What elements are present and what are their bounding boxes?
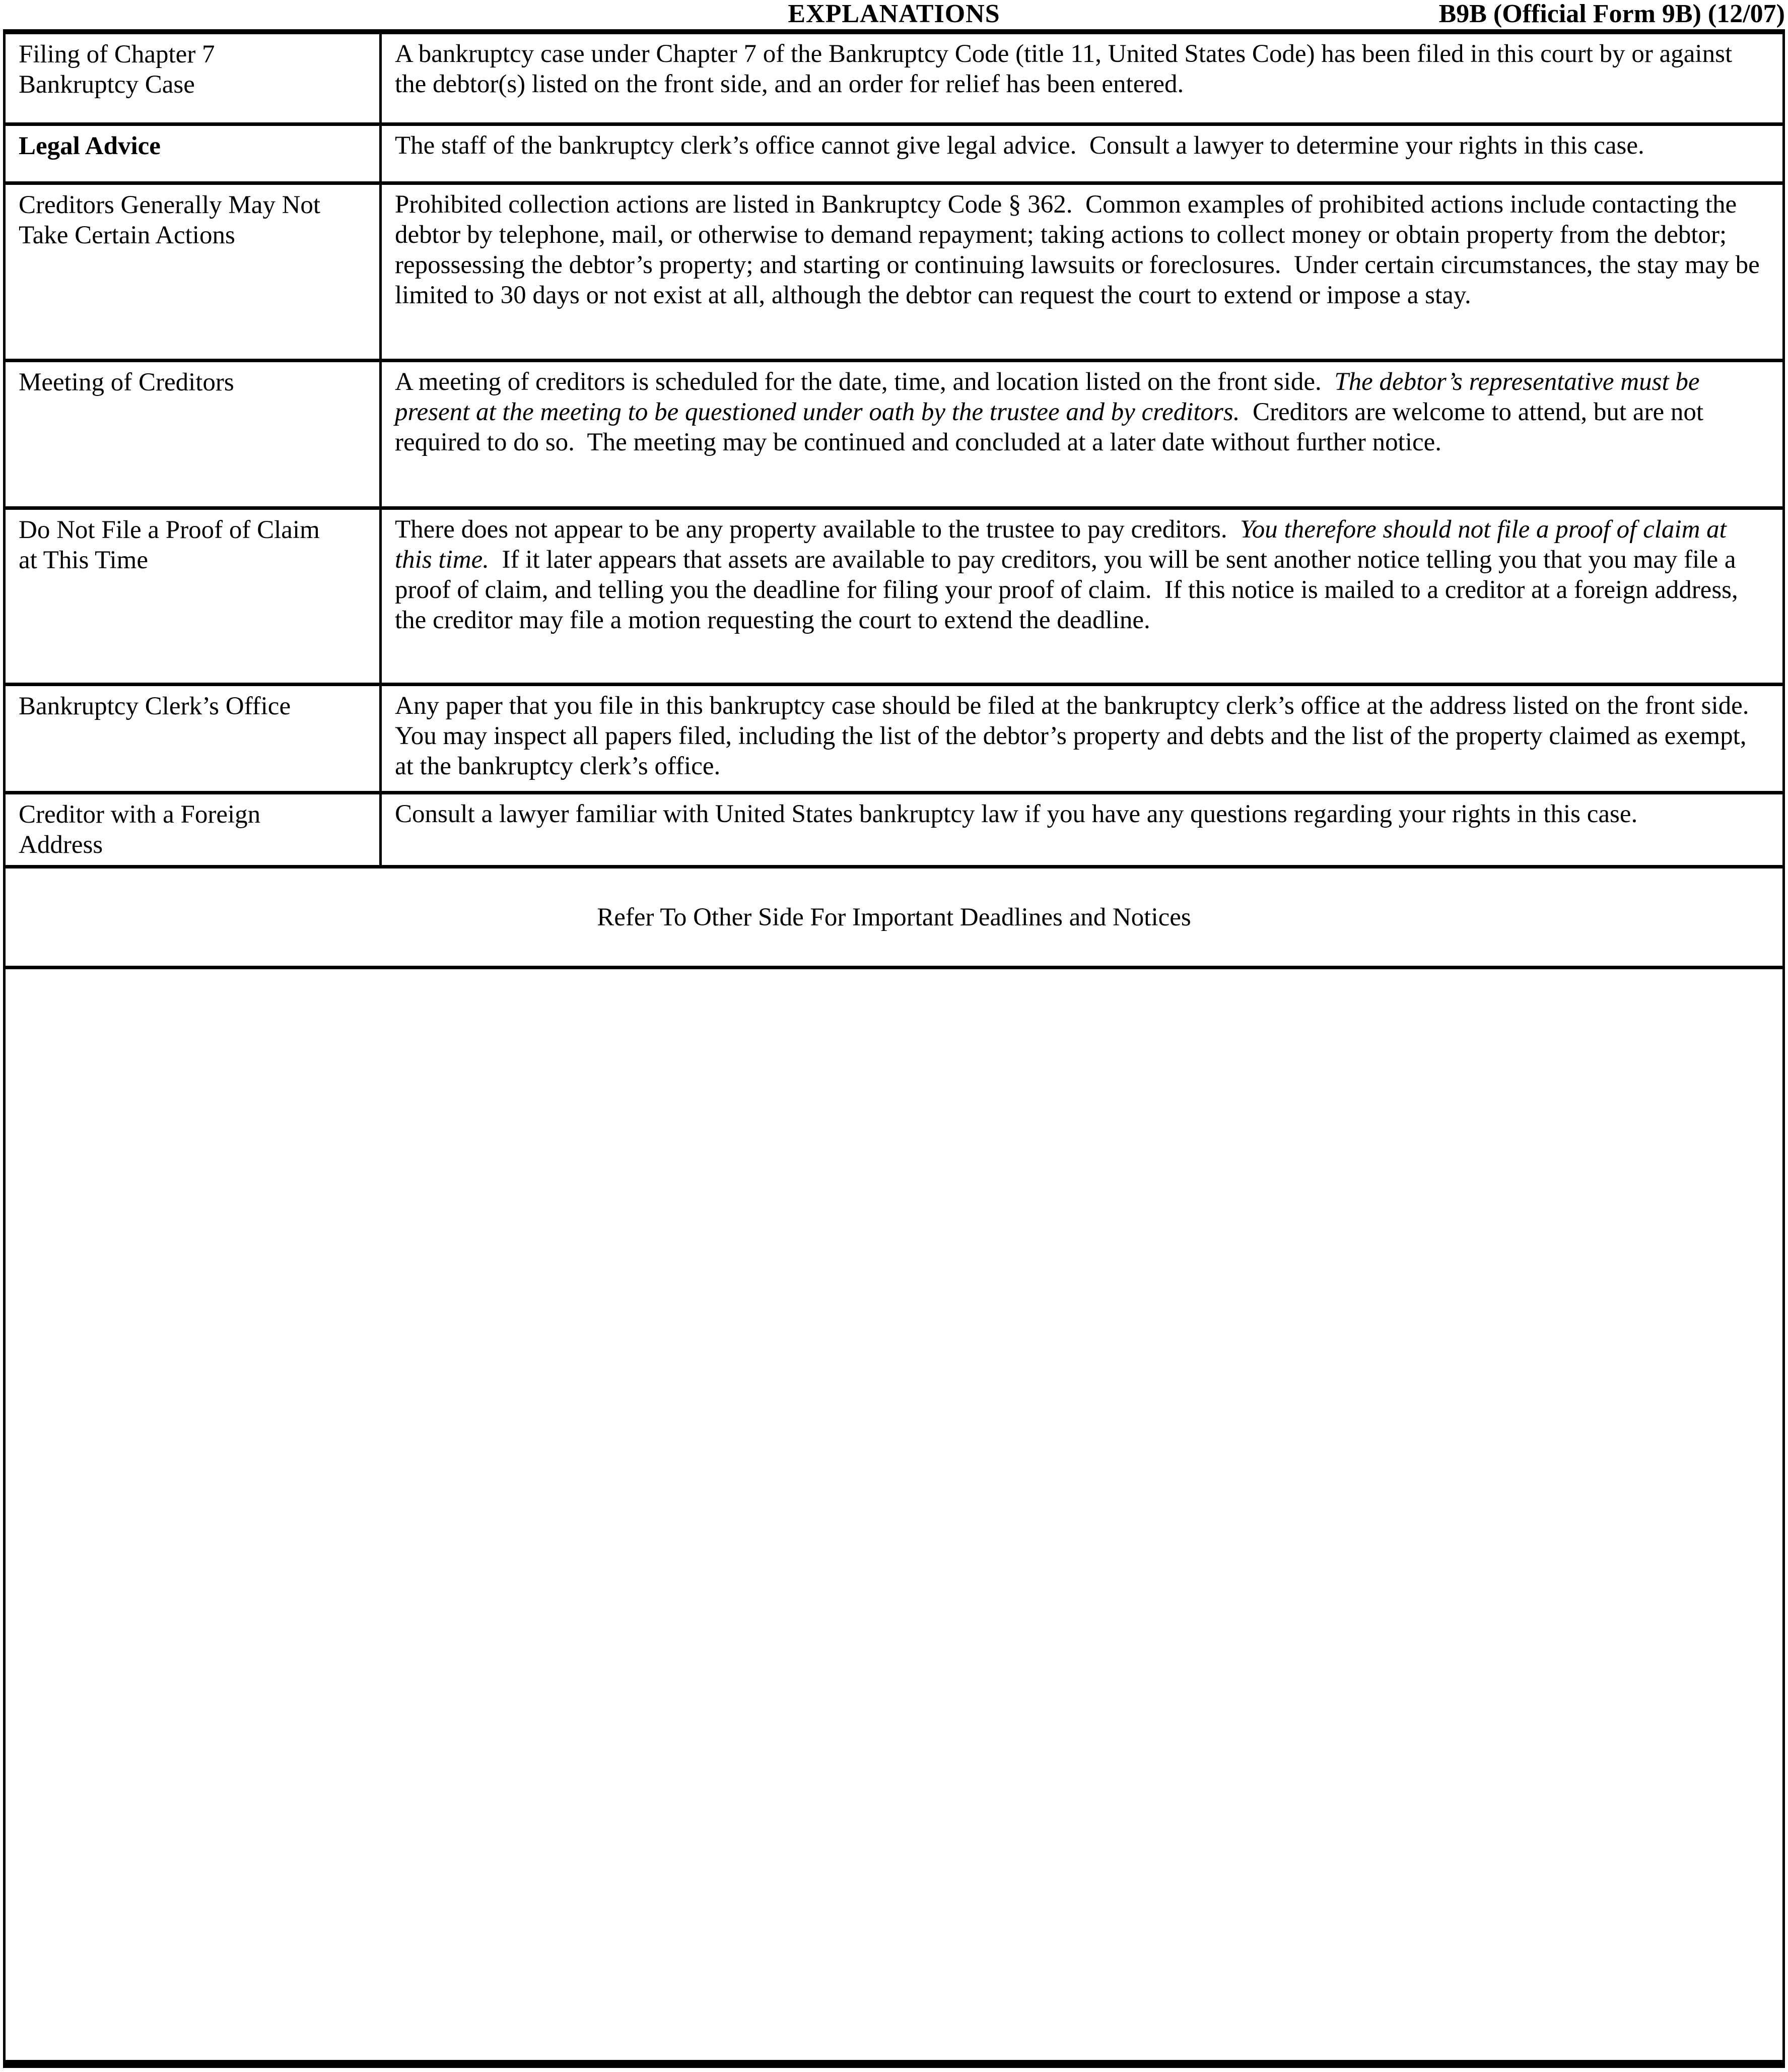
explanation-text: Any paper that you file in this bankruptcy case should be filed at the bankruptcy clerk’s office at the address listed on the front side. You may inspect all papers filed, including the list of the debtor’s property and debts and the list of the property claimed as exempt, at the bankruptcy clerk’s office. [395, 692, 1761, 780]
explanation-text: A meeting of creditors is scheduled for the date, time, and location listed on the front side. [395, 368, 1335, 396]
row-label: Bankruptcy Clerk’s Office [19, 692, 291, 720]
row-label: Meeting of Creditors [19, 368, 234, 396]
row-explanation [379, 126, 1782, 181]
explanation-emphasis-text: You therefore should not file a proof of claim at this time. [395, 515, 1733, 574]
table-row [6, 794, 1782, 868]
table-rows [6, 34, 1782, 868]
row-label: Creditor with a Foreign Address [19, 800, 261, 859]
row-explanation [379, 34, 1782, 122]
table-row [6, 362, 1782, 510]
footer-note: Refer To Other Side For Important Deadlines and Notices [597, 903, 1191, 931]
explanation-text: Prohibited collection actions are listed in Bankruptcy Code § 362. Common examples of prohibited actions include contacting the debtor by telephone, mail, or otherwise to demand repayment; taking actions to collect money or obtain property from the debtor; repossessing the debtor’s property; and starting or continuing lawsuits or foreclosures. Under certain circumstances, the stay may be limited to 30 days or not exist at all, although the debtor can request the court to extend or impose a stay. [395, 190, 1766, 309]
table-row [6, 126, 1782, 185]
row-explanation [379, 185, 1782, 359]
explanation-emphasis-text: The debtor’s representative must be present at the meeting to be questioned under oath by the trustee and by creditors. [395, 368, 1706, 426]
table-row [6, 185, 1782, 362]
page-title: EXPLANATIONS [788, 0, 1000, 28]
explanation-text: Consult a lawyer familiar with United States bankruptcy law if you have any questions regarding your rights in this case. [395, 800, 1638, 828]
explanation-text: The staff of the bankruptcy clerk’s office cannot give legal advice. Consult a lawyer to determine your rights in this case. [395, 131, 1644, 160]
explanation-text: If it later appears that assets are available to pay creditors, you will be sent another notice telling you that you may file a proof of claim, and telling you the deadline for filing your proof of claim. If this notice is mailed to a creditor at a foreign address, the creditor may file a motion requesting the court to extend the deadline. [395, 546, 1745, 634]
page-header [0, 0, 1788, 29]
row-label: Creditors Generally May Not Take Certain Actions [19, 191, 321, 249]
row-label: Do Not File a Proof of Claim at This Time [19, 516, 320, 574]
table-row [6, 34, 1782, 126]
row-explanation [379, 362, 1782, 506]
table-row [6, 510, 1782, 686]
explanation-text: There does not appear to be any property available to the trustee to pay creditors. [395, 515, 1241, 544]
row-explanation [379, 686, 1782, 791]
row-label: Legal Advice [19, 132, 161, 160]
row-label: Filing of Chapter 7 Bankruptcy Case [19, 40, 215, 99]
row-explanation [379, 510, 1782, 683]
explanation-text: Creditors are welcome to attend, but are not required to do so. The meeting may be continued and concluded at a later date without further notice. [395, 398, 1710, 456]
footer-note-row [6, 868, 1782, 969]
row-explanation [379, 794, 1782, 865]
form-id: B9B (Official Form 9B) (12/07) [1438, 0, 1785, 28]
explanations-table [3, 29, 1785, 2068]
explanation-text: A bankruptcy case under Chapter 7 of the Bankruptcy Code (title 11, United States Code) has been filed in this court by or against the debtor(s) listed on the front side, and an order for relief has been entered. [395, 40, 1739, 98]
table-row [6, 686, 1782, 794]
empty-notes-area [6, 969, 1782, 2060]
